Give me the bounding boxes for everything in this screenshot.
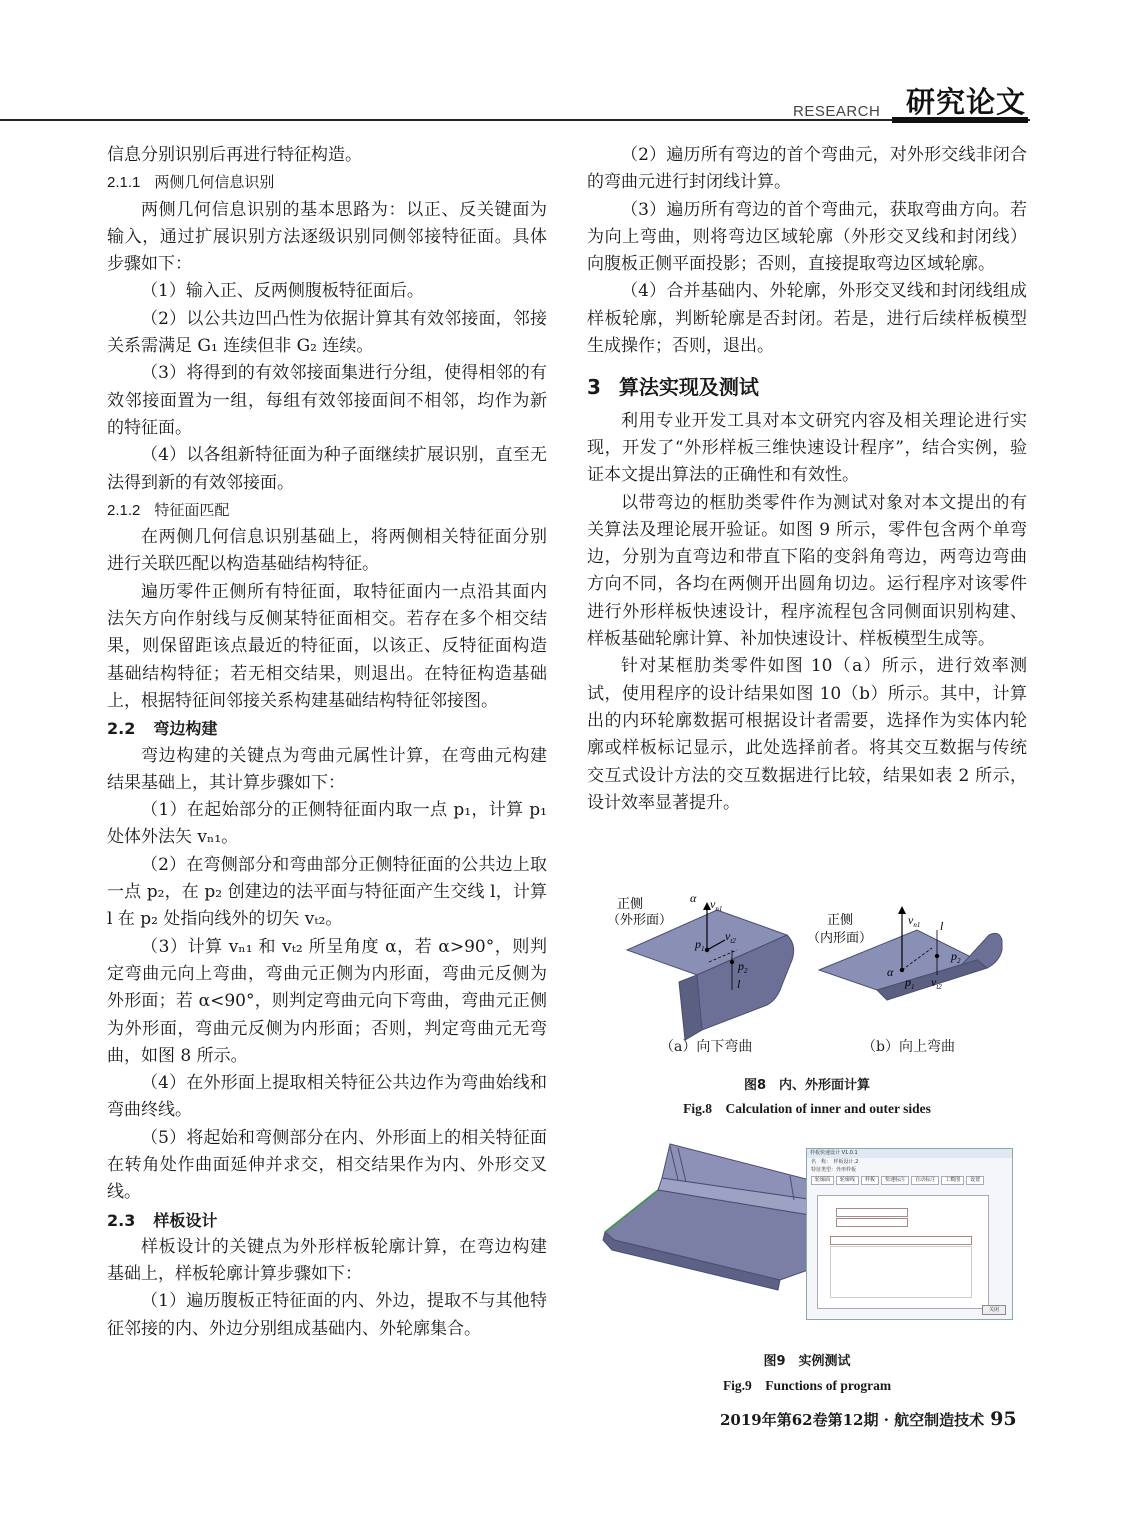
section-heading [107,1207,547,1234]
section-heading [107,715,547,742]
fig9-title-en: Fig.9 Functions of program [722,1378,892,1393]
window-tabs [807,1176,1012,1185]
svg-text:vn1: $v_{n1}$ [908,913,921,929]
fig9-title-cn: 图9 实例测试 [763,1354,851,1369]
svg-text:vn1: $v_{n1}$ [710,897,723,913]
window-tab[interactable]: 设置 [966,1176,984,1185]
window-tab[interactable]: 快速标注 [881,1176,909,1185]
window-row-name: 名 称： 样板设计.2 [811,1159,859,1165]
window-tab[interactable]: 轮廓面 [811,1176,834,1185]
page-number: 95 [990,1408,1017,1430]
section-number: 2.3 [107,1210,136,1230]
window-tab[interactable]: 自动标注 [911,1176,939,1185]
fig8-caption-b: （b）向上弯曲 [862,1039,955,1055]
svg-text:（外形面）: （外形面） [607,913,673,928]
fig8a-alpha: α [690,891,697,905]
section-title: 样板设计 [153,1210,218,1230]
section-number: 3 [587,375,601,400]
paragraph: 两侧几何信息识别的基本思路为：以正、反关键面为输入，通过扩展识别方法逐级识别同侧邻接特征面。具体步骤如下： [107,199,547,275]
paragraph: （2）在弯侧部分和弯曲部分正侧特征面的公共边上取一点 p₂，在 p₂ 创建边的法平面与特征面产生交线 l，计算 l 在 p₂ 处指向线外的切矢 vₜ₂。 [107,854,547,930]
subsection-title: 特征面匹配 [154,500,230,519]
paragraph: （1）输入正、反两侧腹板特征面后。 [141,281,424,302]
paragraph: （2）以公共边凹凸性为依据计算其有效邻接面，邻接关系需满足 G₁ 连续但非 G₂ 连续。 [107,308,547,357]
fig8-title-en: Fig.8 Calculation of inner and outer sides [683,1101,931,1116]
section-title: 弯边构建 [153,719,218,739]
section-heading [587,374,1027,401]
window-tab[interactable]: 样板 [861,1176,879,1185]
header-cn: 研究论文 [906,85,1027,119]
paragraph: （4）在外形面上提取相关特征公共边作为弯曲始线和弯曲终线。 [107,1073,547,1121]
footer [720,1408,1017,1430]
svg-text:p1: $p_1$ [905,975,915,991]
paragraph: 遍历零件正侧所有特征面，取特征面内一点沿其面内法矢方向作射线与反侧某特征面相交。若存在多个相交结果，则保留距该点最近的特征面，以该正、反特征面构造基础结构特征；若无相交结果，则退出。在特征构造基础上，根据特征间邻接关系构建基础结构特征邻接图。 [107,581,547,711]
paragraph: （2）遍历所有弯边的首个弯曲元，对外形交线非闭合的弯曲元进行封闭线计算。 [587,145,1027,193]
svg-text:α: α [887,965,894,979]
paragraph: 弯边构建的关键点为弯曲元属性计算，在弯曲元构建结果基础上，其计算步骤如下： [107,745,547,793]
subsection-number: 2.1.1 [107,174,141,192]
section-number: 2.2 [107,719,136,739]
paragraph: 样板设计的关键点为外形样板轮廓计算，在弯边构建基础上，样板轮廓计算步骤如下： [107,1236,547,1285]
window-tab[interactable]: 工模图 [941,1176,964,1185]
paragraph: （4）以各组新特征面为种子面继续扩展识别，直至无法得到新的有效邻接面。 [107,445,547,493]
paragraph: （3）计算 vₙ₁ 和 vₜ₂ 所呈角度 α，若 α>90°，则判定弯曲元向上弯曲，弯曲元正侧为内形面，弯曲元反侧为外形面；若 α<90°，则判定弯曲元向下弯曲，弯曲元正侧为外形面，弯曲元反侧为内形面；否则，判定弯曲元无弯曲，如图 8 所示。 [107,936,547,1066]
fig8-title-cn: 图8 内、外形面计算 [743,1078,871,1093]
window-tab[interactable]: 轮廓线 [836,1176,859,1185]
paragraph: （3）将得到的有效邻接面集进行分组，使得相邻的有效邻接面置为一组，每组有效邻接面间不相邻，均作为新的特征面。 [107,363,547,438]
close-button[interactable]: 关闭 [982,1305,1006,1315]
svg-text:l: l [737,977,741,991]
svg-text:p2: $p_2$ [951,949,961,965]
svg-text:l: l [940,919,944,933]
svg-text:p2: $p_2$ [738,959,748,975]
svg-text:正侧: 正侧 [827,913,854,928]
footer-journal: 2019年第62卷第12期 · 航空制造技术 [720,1411,985,1429]
svg-text:p1: $p_1$ [695,937,705,953]
paragraph: （1）遍历腹板正特征面的内、外边，提取不与其他特征邻接的内、外边分别组成基础内、外轮廓集合。 [107,1291,547,1339]
paragraph: （5）将起始和弯侧部分在内、外形面上的相关特征面在转角处作曲面延伸并求交，相交结果作为内、外形交叉线。 [107,1127,547,1203]
paragraph: （3）遍历所有弯边的首个弯曲元，获取弯曲方向。若为向上弯曲，则将弯边区域轮廓（外形交叉线和封闭线）向腹板正侧平面投影；否则，直接提取弯边区域轮廓。 [587,199,1027,275]
right-column [587,142,1027,817]
svg-text:vt2: $v_{t2}$ [931,975,942,991]
paragraph: 以带弯边的框肋类零件作为测试对象对本文提出的有关算法及理论展开验证。如图 9 所示，零件包含两个单弯边，分别为直弯边和带直下陷的变斜角弯边，两弯边弯曲方向不同，各均在两侧开出圆角切边。运行程序对该零件进行外形样板快速设计，程序流程包含同侧面识别构建、样板基础轮廓计算、补加快速设计、样板模型生成等。 [587,492,1027,650]
paragraph: （1）在起始部分的正侧特征面内取一点 p₁，计算 p₁ 处体外法矢 vₙ₁。 [107,800,547,848]
window-row-type: 特征类型：外形样板 [811,1167,857,1173]
paragraph: 在两侧几何信息识别基础上，将两侧相关特征面分别进行关联匹配以构造基础结构特征。 [107,527,547,575]
header-en: RESEARCH [793,103,881,120]
window-title: 样板快速设计 V1.0.1 [807,1149,1012,1158]
paragraph: 针对某框肋类零件如图 10（a）所示，进行效率测试，使用程序的设计结果如图 10（b）所示。其中，计算出的内环轮廓数据可根据设计者需要，选择作为实体内轮廓或样板标记显示，此处选择前者。将其交互数据与传统交互式设计方法的交互数据进行比较，结果如表 2 所示，设计效率显著提升。 [587,656,1027,813]
svg-text:vt2: $v_{t2}$ [725,929,736,945]
fig8a-part [627,910,794,1040]
paragraph: （4）合并基础内、外轮廓，外形交叉线和封闭线组成样板轮廓，判断轮廓是否封闭。若是，进行后续样板模型生成操作；否则，退出。 [587,281,1027,357]
svg-text:（内形面）: （内形面） [807,931,873,946]
subsection-title: 两侧几何信息识别 [154,173,275,192]
paragraph: 信息分别识别后再进行特征构造。 [107,145,362,165]
subsection-number: 2.1.2 [107,501,141,519]
fig8-caption-a: （a）向下弯曲 [660,1039,753,1055]
svg-text:正侧: 正侧 [617,897,644,912]
subsection-heading [107,169,547,196]
subsection-heading [107,497,547,524]
program-window [806,1148,1013,1320]
left-column [107,142,547,1343]
section-title: 算法实现及测试 [618,375,759,400]
window-panel [817,1195,989,1309]
paragraph: 利用专业开发工具对本文研究内容及相关理论进行实现，开发了“外形样板三维快速设计程序”，结合实例，验证本文提出算法的正确性和有效性。 [587,410,1027,486]
